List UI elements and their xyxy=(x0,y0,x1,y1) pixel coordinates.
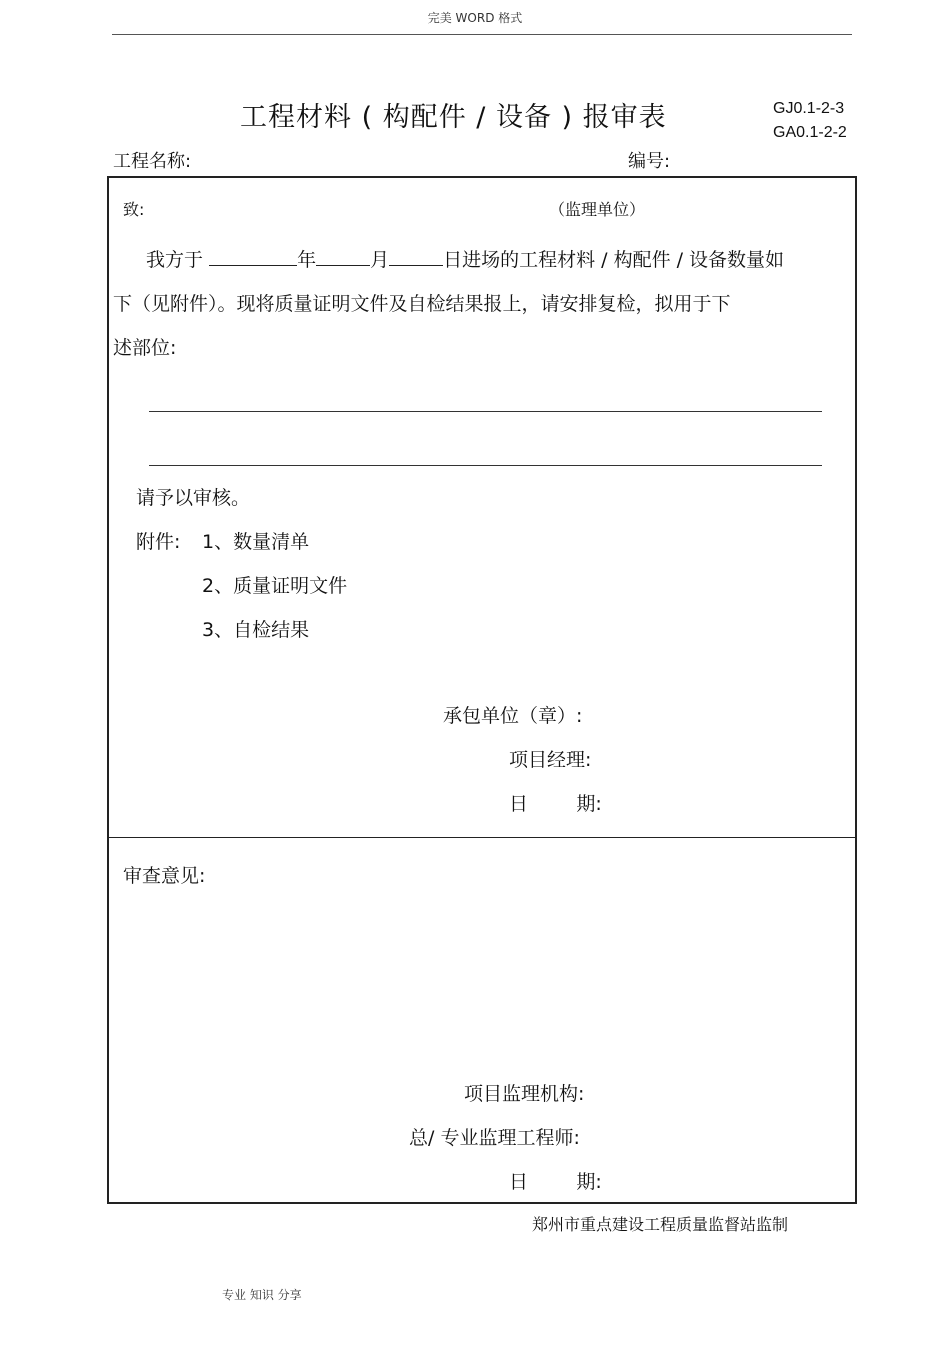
year-label: 年 xyxy=(297,249,317,271)
attachment-item: 3、自检结果 xyxy=(202,619,310,641)
year-blank[interactable] xyxy=(209,247,297,266)
header-divider xyxy=(112,34,852,35)
form-box xyxy=(107,176,857,1204)
project-manager-label: 项目经理: xyxy=(509,749,592,771)
body-part1: 我方于 xyxy=(146,249,204,271)
month-blank[interactable] xyxy=(316,247,370,266)
location-line-2[interactable] xyxy=(149,465,822,466)
form-code-gj: GJ0.1-2-3 xyxy=(773,100,845,117)
review-opinion-label: 审查意见: xyxy=(123,865,206,887)
body-line-1 xyxy=(146,245,784,272)
attachments-label: 附件: xyxy=(136,531,181,553)
to-label: 致: xyxy=(123,200,145,219)
page-header: 完美 WORD 格式 xyxy=(427,11,523,25)
attachment-item: 2、质量证明文件 xyxy=(202,575,348,597)
form-title: 工程材料 ( 构配件 / 设备 ) 报审表 xyxy=(240,102,667,133)
body-line-3: 述部位: xyxy=(113,337,177,359)
section-divider xyxy=(107,837,857,838)
location-line-1[interactable] xyxy=(149,411,822,412)
supervision-org-label: 项目监理机构: xyxy=(464,1083,585,1105)
attachment-item: 1、数量清单 xyxy=(202,531,310,553)
form-code-ga: GA0.1-2-2 xyxy=(773,124,847,141)
number-label: 编号: xyxy=(628,151,671,172)
body-line-2: 下（见附件）。现将质量证明文件及自检结果报上，请安排复检，拟用于下 xyxy=(113,293,731,315)
page-footer: 专业 知识 分享 xyxy=(222,1288,302,1302)
contractor-date-label: 日 期: xyxy=(509,793,602,815)
contractor-unit-label: 承包单位（章）: xyxy=(443,705,583,727)
supervising-engineer-label: 总/ 专业监理工程师: xyxy=(409,1127,580,1149)
month-label: 月 xyxy=(370,249,390,271)
body-part2: 日进场的工程材料 / 构配件 / 设备数量如 xyxy=(443,249,785,271)
project-name-label: 工程名称: xyxy=(113,151,192,172)
issuer-note: 郑州市重点建设工程质量监督站监制 xyxy=(532,1215,789,1234)
request-text: 请予以审核。 xyxy=(136,487,251,509)
supervisor-date-label: 日 期: xyxy=(509,1171,602,1193)
supervisor-unit-hint: （监理单位） xyxy=(549,200,646,219)
day-blank[interactable] xyxy=(389,247,443,266)
